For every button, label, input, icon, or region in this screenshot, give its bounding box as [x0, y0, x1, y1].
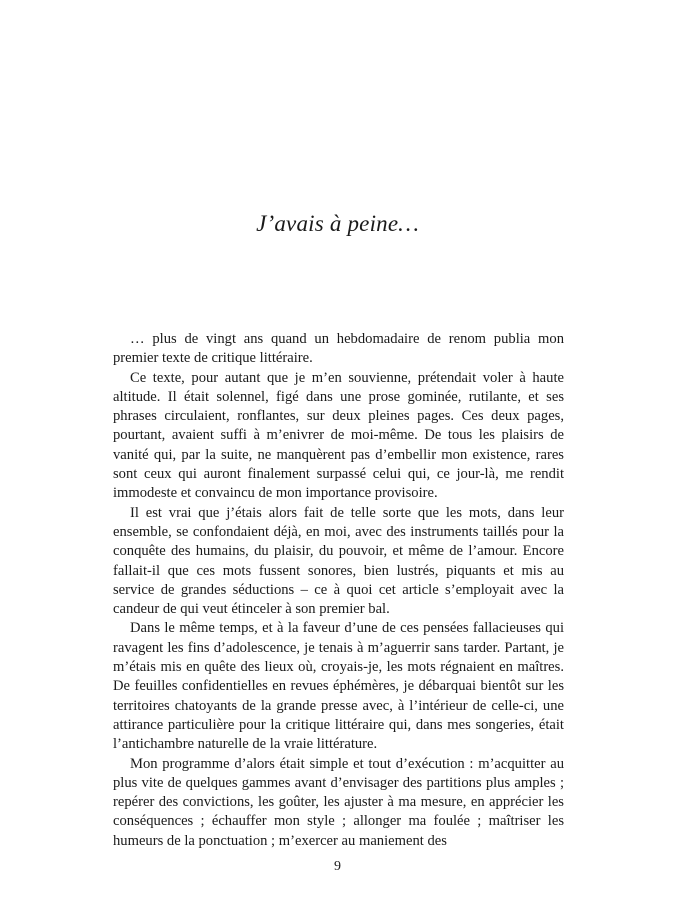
paragraph: Il est vrai que j’étais alors fait de telle sorte que les mots, dans leur ensemble, se confondaient déjà, en moi, avec des instruments taillés pour la conquête des humains, du plaisir, du pouvoir, et même de l’amour. Encore fallait-il que ces mots fussent sonores, bien lustrés, piquants et mis au service de grandes séductions – ce à quoi cet article s’employait avec la candeur de qui veut étinceler à son premier bal.	[113, 504, 564, 618]
body-text	[113, 330, 564, 851]
paragraph: Ce texte, pour autant que je m’en souvienne, prétendait voler à haute altitude. Il était solennel, figé dans une prose gominée, rutilante, et ses phrases circulaient, ronflantes, sur deux pleines pages. Ces deux pages, pourtant, avaient suffi à m’enivrer de moi-même. De tous les plaisirs de vanité qui, par la suite, ne manquèrent pas d’embellir mon existence, rares sont ceux qui auront finalement surpassé celui qui, ce jour-là, me rendit immodeste et convaincu de mon importance provisoire.	[113, 369, 564, 502]
page-number: 9	[334, 859, 341, 874]
paragraph: Mon programme d’alors était simple et tout d’exécution : m’acquitter au plus vite de quelques gammes avant d’envisager des partitions plus amples ; repérer des convictions, les goûter, les ajuster à ma mesure, en apprécier les conséquences ; échauffer mon style ; allonger ma foulée ; maîtriser les humeurs de la ponctuation ; m’exercer au maniement des	[113, 755, 564, 849]
chapter-title: J’avais à peine…	[256, 211, 419, 236]
paragraph: … plus de vingt ans quand un hebdomadaire de renom publia mon premier texte de critique littéraire.	[113, 331, 564, 367]
paragraph: Dans le même temps, et à la faveur d’une de ces pensées fallacieuses qui ravagent les fins d’adolescence, je tenais à m’aguerrir sans tarder. Partant, je m’étais mis en quête des lieux où, croyais-je, les mots régnaient en maîtres. De feuilles confidentielles en revues éphémères, je débarquai bientôt sur les territoires chatoyants de la grande presse avec, à l’intérieur de celle-ci, une attirance particulière pour la critique littéraire qui, dans mes songeries, était l’antichambre naturelle de la vraie littérature.	[113, 620, 564, 753]
